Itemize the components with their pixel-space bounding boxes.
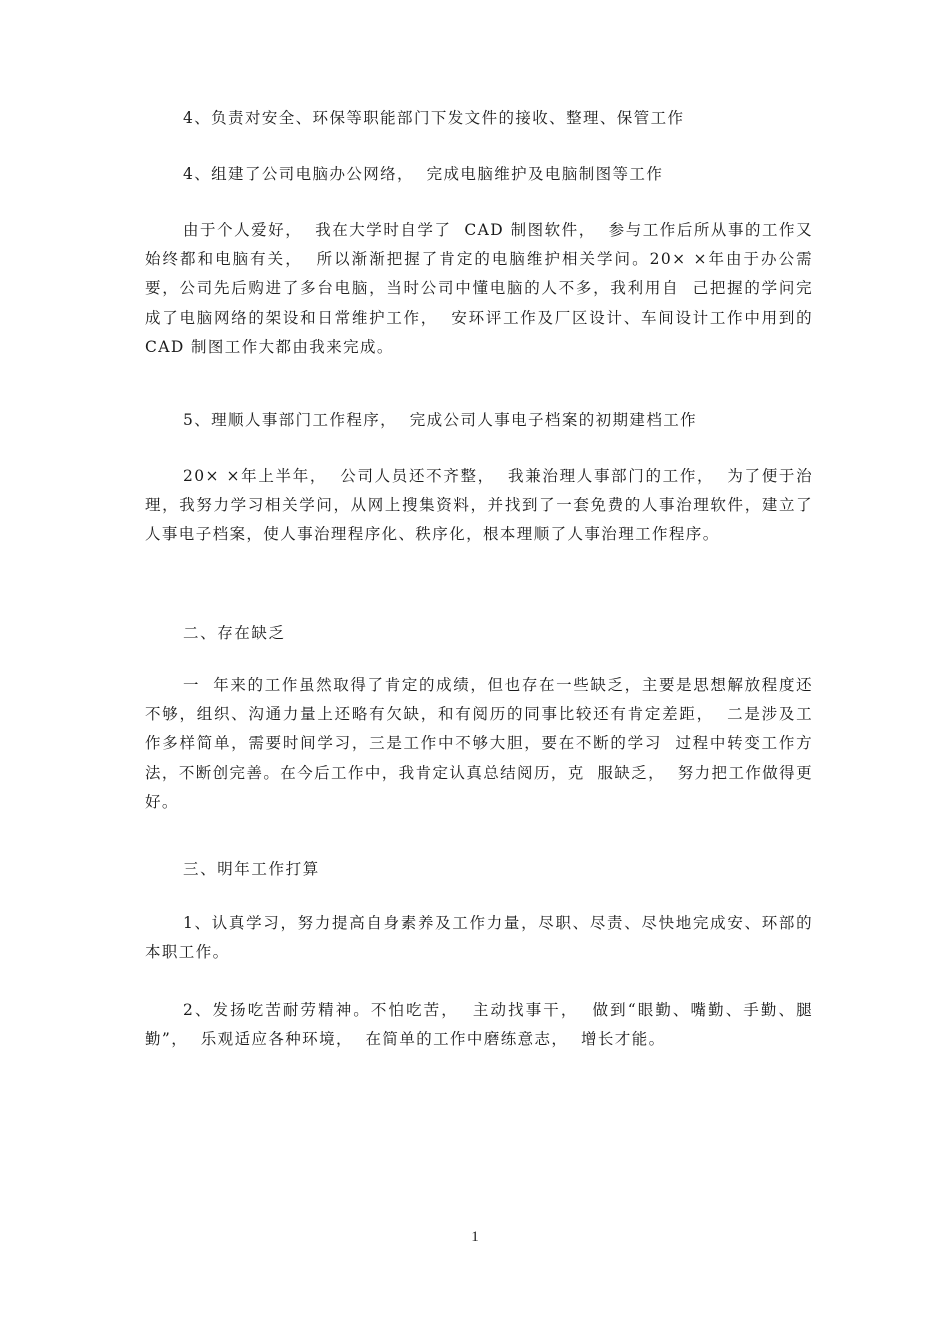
list-item-office-network: 4、组建了公司电脑办公网络， 完成电脑维护及电脑制图等工作: [183, 165, 664, 183]
paragraph-computer-maintenance: 由于个人爱好， 我在大学时自学了 CAD 制图软件， 参与工作后所从事的工作又始终都和电脑有关， 所以渐渐把握了肯定的电脑维护相关学问。20× ×年由于办公需要，公司先后购进了多台电脑，当时公司中懂电脑的人不多，我利用自 己把握的学问完成了电脑网络的架设和日常维护工作， 安环评工作及厂区设计、车间设计工作中用到的 CAD 制图工作大都由我来完成。: [145, 221, 826, 356]
section-heading-shortcomings: 二、存在缺乏: [183, 624, 286, 642]
list-item-hard-work: 2、发扬吃苦耐劳精神。不怕吃苦， 主动找事干， 做到“眼勤、嘴勤、手勤、腿勤”， 乐观适应各种环境， 在简单的工作中磨练意志， 增长才能。: [145, 1001, 813, 1049]
list-item-document-handling: 4、负责对安全、环保等职能部门下发文件的接收、整理、保管工作: [183, 109, 685, 127]
page-number: 1: [471, 1229, 479, 1245]
list-item-hr-procedures: 5、理顺人事部门工作程序， 完成公司人事电子档案的初期建档工作: [183, 411, 698, 429]
paragraph-hr-archive: 20× ×年上半年， 公司人员还不齐整， 我兼治理人事部门的工作， 为了便于治理，我努力学习相关学问，从网上搜集资料，并找到了一套免费的人事治理软件，建立了人事电子档案，使人事治理程序化、秩序化，根本理顺了人事治理工作程序。: [145, 467, 813, 544]
section-heading-next-year-plan: 三、明年工作打算: [183, 860, 320, 878]
list-item-study: 1、认真学习，努力提高自身素养及工作力量，尽职、尽责、尽快地完成安、环部的本职工作。: [145, 914, 813, 962]
paragraph-shortcomings: 一 年来的工作虽然取得了肯定的成绩，但也存在一些缺乏，主要是思想解放程度还不够，组织、沟通力量上还略有欠缺，和有阅历的同事比较还有肯定差距， 二是涉及工作多样简单，需要时间学习，三是工作中不够大胆，要在不断的学习 过程中转变工作方法，不断创完善。在今后工作中，我肯定认真总结阅历，克 服缺乏， 努力把工作做得更好。: [145, 676, 813, 811]
